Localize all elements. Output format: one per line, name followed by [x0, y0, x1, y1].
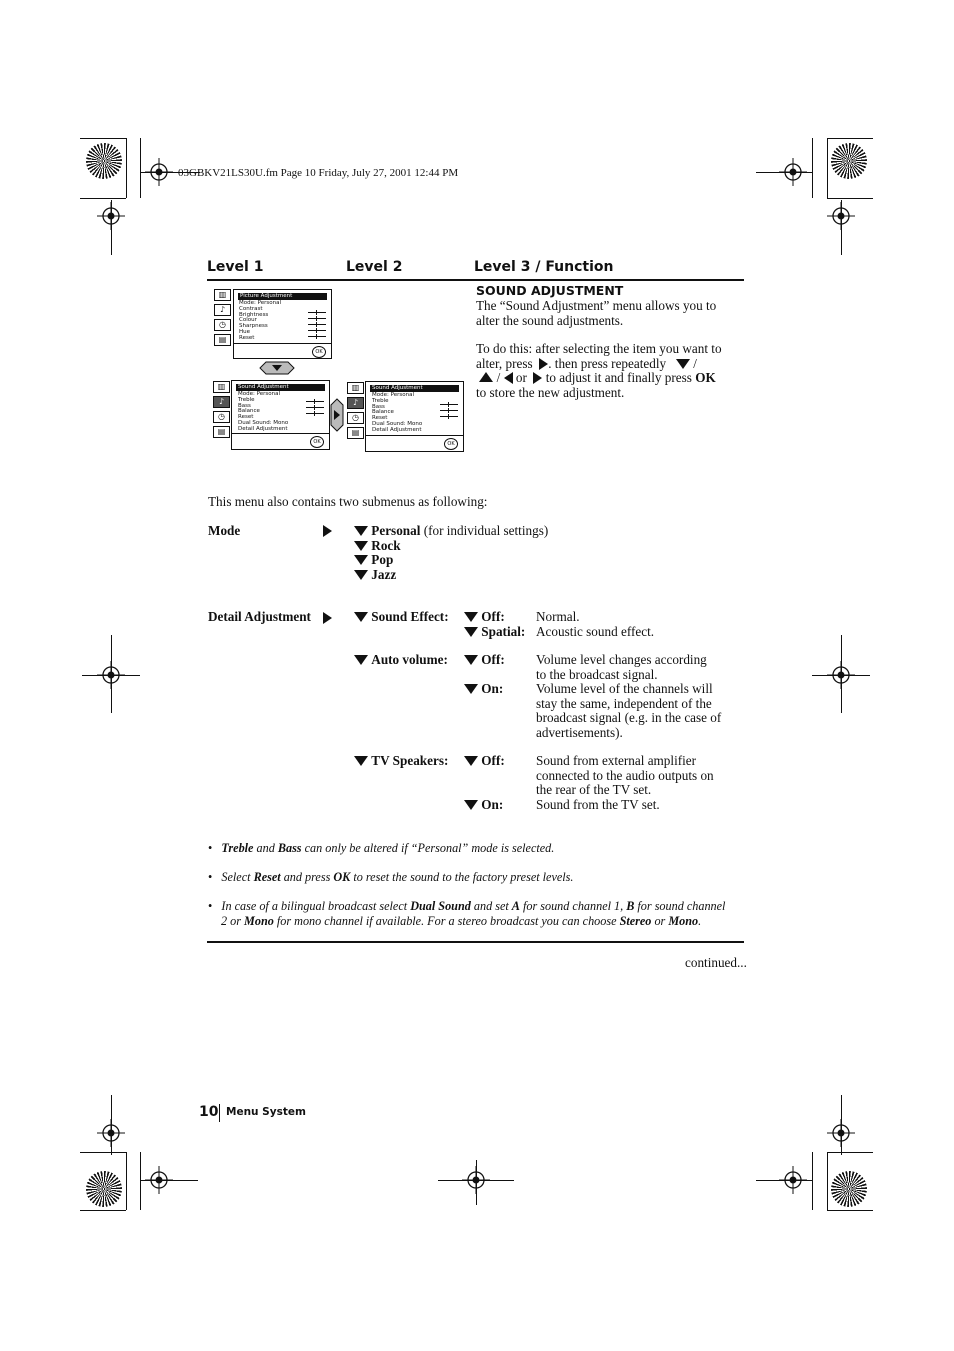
desc-line: Volume level of the channels will	[536, 681, 713, 696]
timer-icon: ◷	[213, 411, 230, 423]
option-name: Pop	[371, 552, 394, 568]
screen-item: Mode: Personal	[239, 300, 281, 306]
note-text: and	[253, 841, 278, 855]
slider	[308, 330, 326, 331]
screen-title: Picture Adjustment	[238, 293, 327, 300]
instruction-line	[476, 357, 722, 372]
screen-items	[239, 301, 281, 342]
right-arrow-icon	[533, 372, 542, 384]
screen-item: Sharpness	[239, 323, 268, 330]
instruction-text: . then press repeatedly	[548, 355, 667, 371]
screen-divider	[234, 343, 331, 344]
desc-line: to the broadcast signal.	[536, 666, 658, 682]
screen-items	[372, 393, 422, 434]
note-bold: OK	[333, 870, 351, 884]
instruction-text: or	[515, 370, 527, 386]
header-rule	[207, 279, 744, 281]
screen-item: Detail Adjustment	[238, 425, 288, 432]
slider	[440, 416, 458, 417]
screen-title: Sound Adjustment	[370, 385, 459, 392]
right-arrow-icon	[323, 612, 332, 624]
option-name: Jazz	[371, 566, 397, 582]
picture-icon: ▥	[347, 382, 364, 394]
bullseye-mark-bottom-left	[86, 1171, 122, 1207]
setup-icon: ▤	[214, 334, 231, 346]
down-arrow-icon	[354, 541, 368, 551]
registration-mark-icon	[827, 1119, 855, 1147]
note-text: or	[651, 913, 669, 928]
registration-mark-icon	[97, 661, 125, 689]
screen-item: Detail Adjustment	[372, 426, 422, 433]
registration-mark-icon	[145, 1166, 173, 1194]
desc-line: broadcast signal (e.g. in the case of	[536, 710, 722, 726]
footer-section: Menu System	[226, 1106, 306, 1118]
setup-icon: ▤	[347, 427, 364, 439]
note-text: Select	[221, 870, 254, 884]
slider	[440, 410, 458, 411]
note-reset: • Select Reset and press OK to reset the sound to the factory preset levels.	[208, 870, 574, 884]
tv-speakers-off-desc	[536, 754, 714, 798]
screen-item: Hue	[239, 328, 251, 335]
mode-option-personal	[354, 524, 548, 539]
slider	[308, 312, 326, 313]
sound-adjustment-screen	[231, 380, 330, 450]
note-bold: A	[511, 899, 520, 913]
note-bold: B	[626, 899, 635, 913]
screen-item: Brightness	[239, 311, 269, 318]
ok-button-icon: OK	[312, 346, 326, 358]
screen-item: Balance	[372, 409, 394, 416]
screen-item: Treble	[238, 396, 255, 403]
section-title: SOUND ADJUSTMENT	[476, 283, 624, 298]
screen-item: Reset	[372, 415, 388, 422]
down-arrow-icon	[464, 756, 478, 766]
down-arrow-icon	[354, 526, 368, 536]
note-text: to reset the sound to the factory preset levels.	[350, 870, 574, 884]
timer-icon: ◷	[214, 319, 231, 331]
screen-item: Treble	[372, 397, 389, 404]
sound-icon: ♪	[213, 396, 230, 408]
menu-icon-column	[347, 382, 364, 439]
sound-effect-off-desc: Normal.	[536, 609, 580, 624]
desc-line: stay the same, independent of the	[536, 695, 712, 711]
down-arrow-icon	[676, 359, 690, 369]
down-arrow-icon	[464, 800, 478, 810]
menu-icon-column	[214, 289, 231, 346]
menu-icon-column	[213, 381, 230, 438]
tv-speakers-on-desc: Sound from the TV set.	[536, 797, 660, 812]
screen-item: Reset	[239, 334, 255, 341]
setup-icon: ▤	[213, 426, 230, 438]
auto-volume-on-desc	[536, 682, 721, 740]
screen-item: Dual Sound: Mono	[238, 419, 289, 426]
down-arrow-button-icon	[258, 361, 296, 375]
screen-divider	[232, 433, 329, 434]
down-arrow-icon	[354, 612, 368, 622]
note-text: and set	[470, 899, 512, 913]
note-text: 2 or	[221, 913, 245, 928]
file-slug: 03GBKV21LS30U.fm Page 10 Friday, July 27, 2001 12:44 PM	[178, 167, 459, 179]
ok-button-icon: OK	[310, 436, 324, 448]
note-text: for sound channel 1,	[519, 899, 627, 913]
bullseye-mark-top-right	[831, 143, 867, 179]
left-arrow-icon	[504, 372, 513, 384]
instruction-line: to store the new adjustment.	[476, 384, 625, 400]
down-arrow-icon	[354, 570, 368, 580]
note-text: .	[698, 913, 702, 928]
slider	[440, 404, 458, 405]
option-name: Rock	[371, 537, 401, 553]
option-label: On:	[481, 681, 504, 696]
tv-speakers-label	[354, 754, 448, 769]
option-label: Off:	[481, 753, 505, 768]
sound-adjustment-selected-screen	[365, 381, 464, 452]
down-arrow-icon	[464, 684, 478, 694]
registration-mark-icon	[462, 1166, 490, 1194]
mode-option-pop	[354, 553, 393, 568]
screen-items	[238, 392, 288, 433]
screen-item: Mode: Personal	[238, 391, 280, 397]
screen-item: Mode: Personal	[372, 392, 414, 398]
instruction-text: /	[496, 370, 501, 386]
instruction-text: alter, press	[476, 355, 533, 371]
right-arrow-button-icon	[330, 398, 344, 432]
note-treble-bass: • Treble and Bass can only be altered if “Personal” mode is selected.	[208, 841, 555, 855]
up-arrow-icon	[479, 372, 493, 382]
screen-item: Balance	[238, 408, 260, 415]
registration-mark-icon	[827, 202, 855, 230]
screen-item: Bass	[372, 403, 385, 410]
option-label: Off:	[481, 609, 505, 624]
option-note: (for individual settings)	[423, 523, 549, 538]
instruction-line: To do this: after selecting the item you want to	[476, 341, 722, 356]
section-intro	[476, 299, 716, 328]
ok-key-label: OK	[695, 370, 716, 386]
setting-label: Auto volume:	[371, 652, 448, 667]
auto-volume-on	[464, 682, 503, 697]
option-label: Spatial:	[481, 624, 526, 639]
slider	[306, 407, 324, 408]
page-number: 10	[199, 1104, 219, 1120]
mode-option-rock	[354, 539, 401, 554]
bullseye-mark-bottom-right	[831, 1171, 867, 1207]
level-2-heading: Level 2	[346, 259, 403, 275]
down-arrow-icon	[464, 627, 478, 637]
screen-item: Colour	[239, 317, 257, 324]
auto-volume-off	[464, 653, 505, 668]
note-text: In case of a bilingual broadcast select	[221, 899, 411, 913]
note-bold: Dual Sound	[410, 899, 471, 913]
setting-label: Sound Effect:	[371, 609, 449, 624]
screen-title: Sound Adjustment	[236, 384, 325, 391]
note-dual-sound: • In case of a bilingual broadcast select Dual Sound and set A for sound channel 1, B for sound channel 2 or Mono for mono channel if available. For a stereo broadcast you can choose Stereo or Mono.	[208, 899, 726, 928]
ok-button-icon: OK	[444, 438, 458, 450]
auto-volume-off-desc	[536, 653, 707, 682]
registration-mark-icon	[97, 202, 125, 230]
registration-mark-icon	[779, 158, 807, 186]
screen-item: Bass	[238, 402, 251, 409]
sound-effect-off	[464, 610, 505, 625]
slider	[306, 401, 324, 402]
note-bold: Mono	[668, 913, 699, 928]
footer-divider	[219, 1104, 220, 1122]
screen-item: Contrast	[239, 305, 263, 312]
instruction-text: /	[693, 355, 697, 371]
note-bold: Treble	[221, 841, 254, 855]
setting-label: TV Speakers:	[371, 753, 449, 768]
right-arrow-icon	[539, 358, 548, 370]
note-bold: Stereo	[619, 913, 652, 928]
tv-speakers-off	[464, 754, 505, 769]
submenu-intro: This menu also contains two submenus as following:	[208, 494, 488, 509]
intro-line: The “Sound Adjustment” menu allows you to	[476, 298, 717, 313]
timer-icon: ◷	[347, 412, 364, 424]
option-label: Off:	[481, 652, 505, 667]
screen-item: Reset	[238, 414, 254, 421]
desc-line: the rear of the TV set.	[536, 782, 652, 798]
bottom-rule	[207, 941, 744, 943]
intro-line: alter the sound adjustments.	[476, 312, 624, 328]
screen-divider	[366, 435, 463, 436]
sound-icon: ♪	[347, 397, 364, 409]
note-bold: Mono	[244, 913, 274, 928]
option-label: On:	[481, 797, 504, 812]
down-arrow-icon	[464, 655, 478, 665]
desc-line: connected to the audio outputs on	[536, 767, 714, 783]
desc-line: advertisements).	[536, 724, 623, 740]
note-text: for sound channel	[634, 899, 726, 913]
sound-effect-label	[354, 610, 449, 625]
down-arrow-icon	[354, 555, 368, 565]
slider	[308, 318, 326, 319]
picture-icon: ▥	[213, 381, 230, 393]
picture-adjustment-screen	[233, 289, 332, 359]
note-text: for mono channel if available. For a stereo broadcast you can choose	[273, 913, 620, 928]
note-bold: Reset	[253, 870, 281, 884]
sound-effect-spatial	[464, 625, 525, 640]
down-arrow-icon	[354, 655, 368, 665]
option-name: Personal	[371, 523, 421, 538]
note-text: and press	[280, 870, 334, 884]
registration-mark-icon	[827, 661, 855, 689]
section-instructions	[476, 342, 722, 400]
sound-icon: ♪	[214, 304, 231, 316]
auto-volume-label	[354, 653, 448, 668]
level-3-heading: Level 3 / Function	[474, 259, 614, 275]
continued-label: continued...	[685, 955, 747, 970]
down-arrow-icon	[464, 612, 478, 622]
screen-item: Dual Sound: Mono	[372, 420, 423, 427]
detail-adjustment-label: Detail Adjustment	[208, 609, 311, 624]
registration-mark-icon	[97, 1119, 125, 1147]
note-bold: Bass	[277, 841, 302, 855]
level-1-heading: Level 1	[207, 259, 264, 275]
slider	[308, 324, 326, 325]
instruction-line	[476, 371, 722, 386]
bullseye-mark-top-left	[86, 143, 122, 179]
tv-speakers-on	[464, 798, 503, 813]
slider	[306, 413, 324, 414]
slider	[308, 336, 326, 337]
down-arrow-icon	[354, 756, 368, 766]
mode-label: Mode	[208, 523, 241, 538]
mode-option-jazz	[354, 568, 396, 583]
sound-effect-spatial-desc: Acoustic sound effect.	[536, 624, 655, 639]
right-arrow-icon	[323, 525, 332, 537]
desc-line: Sound from external amplifier	[536, 753, 697, 768]
registration-mark-icon	[145, 158, 173, 186]
instruction-text: to adjust it and finally press	[545, 370, 692, 386]
registration-mark-icon	[779, 1166, 807, 1194]
note-text: can only be altered if “Personal” mode is selected.	[301, 841, 555, 855]
picture-icon: ▥	[214, 289, 231, 301]
desc-line: Volume level changes according	[536, 652, 707, 667]
